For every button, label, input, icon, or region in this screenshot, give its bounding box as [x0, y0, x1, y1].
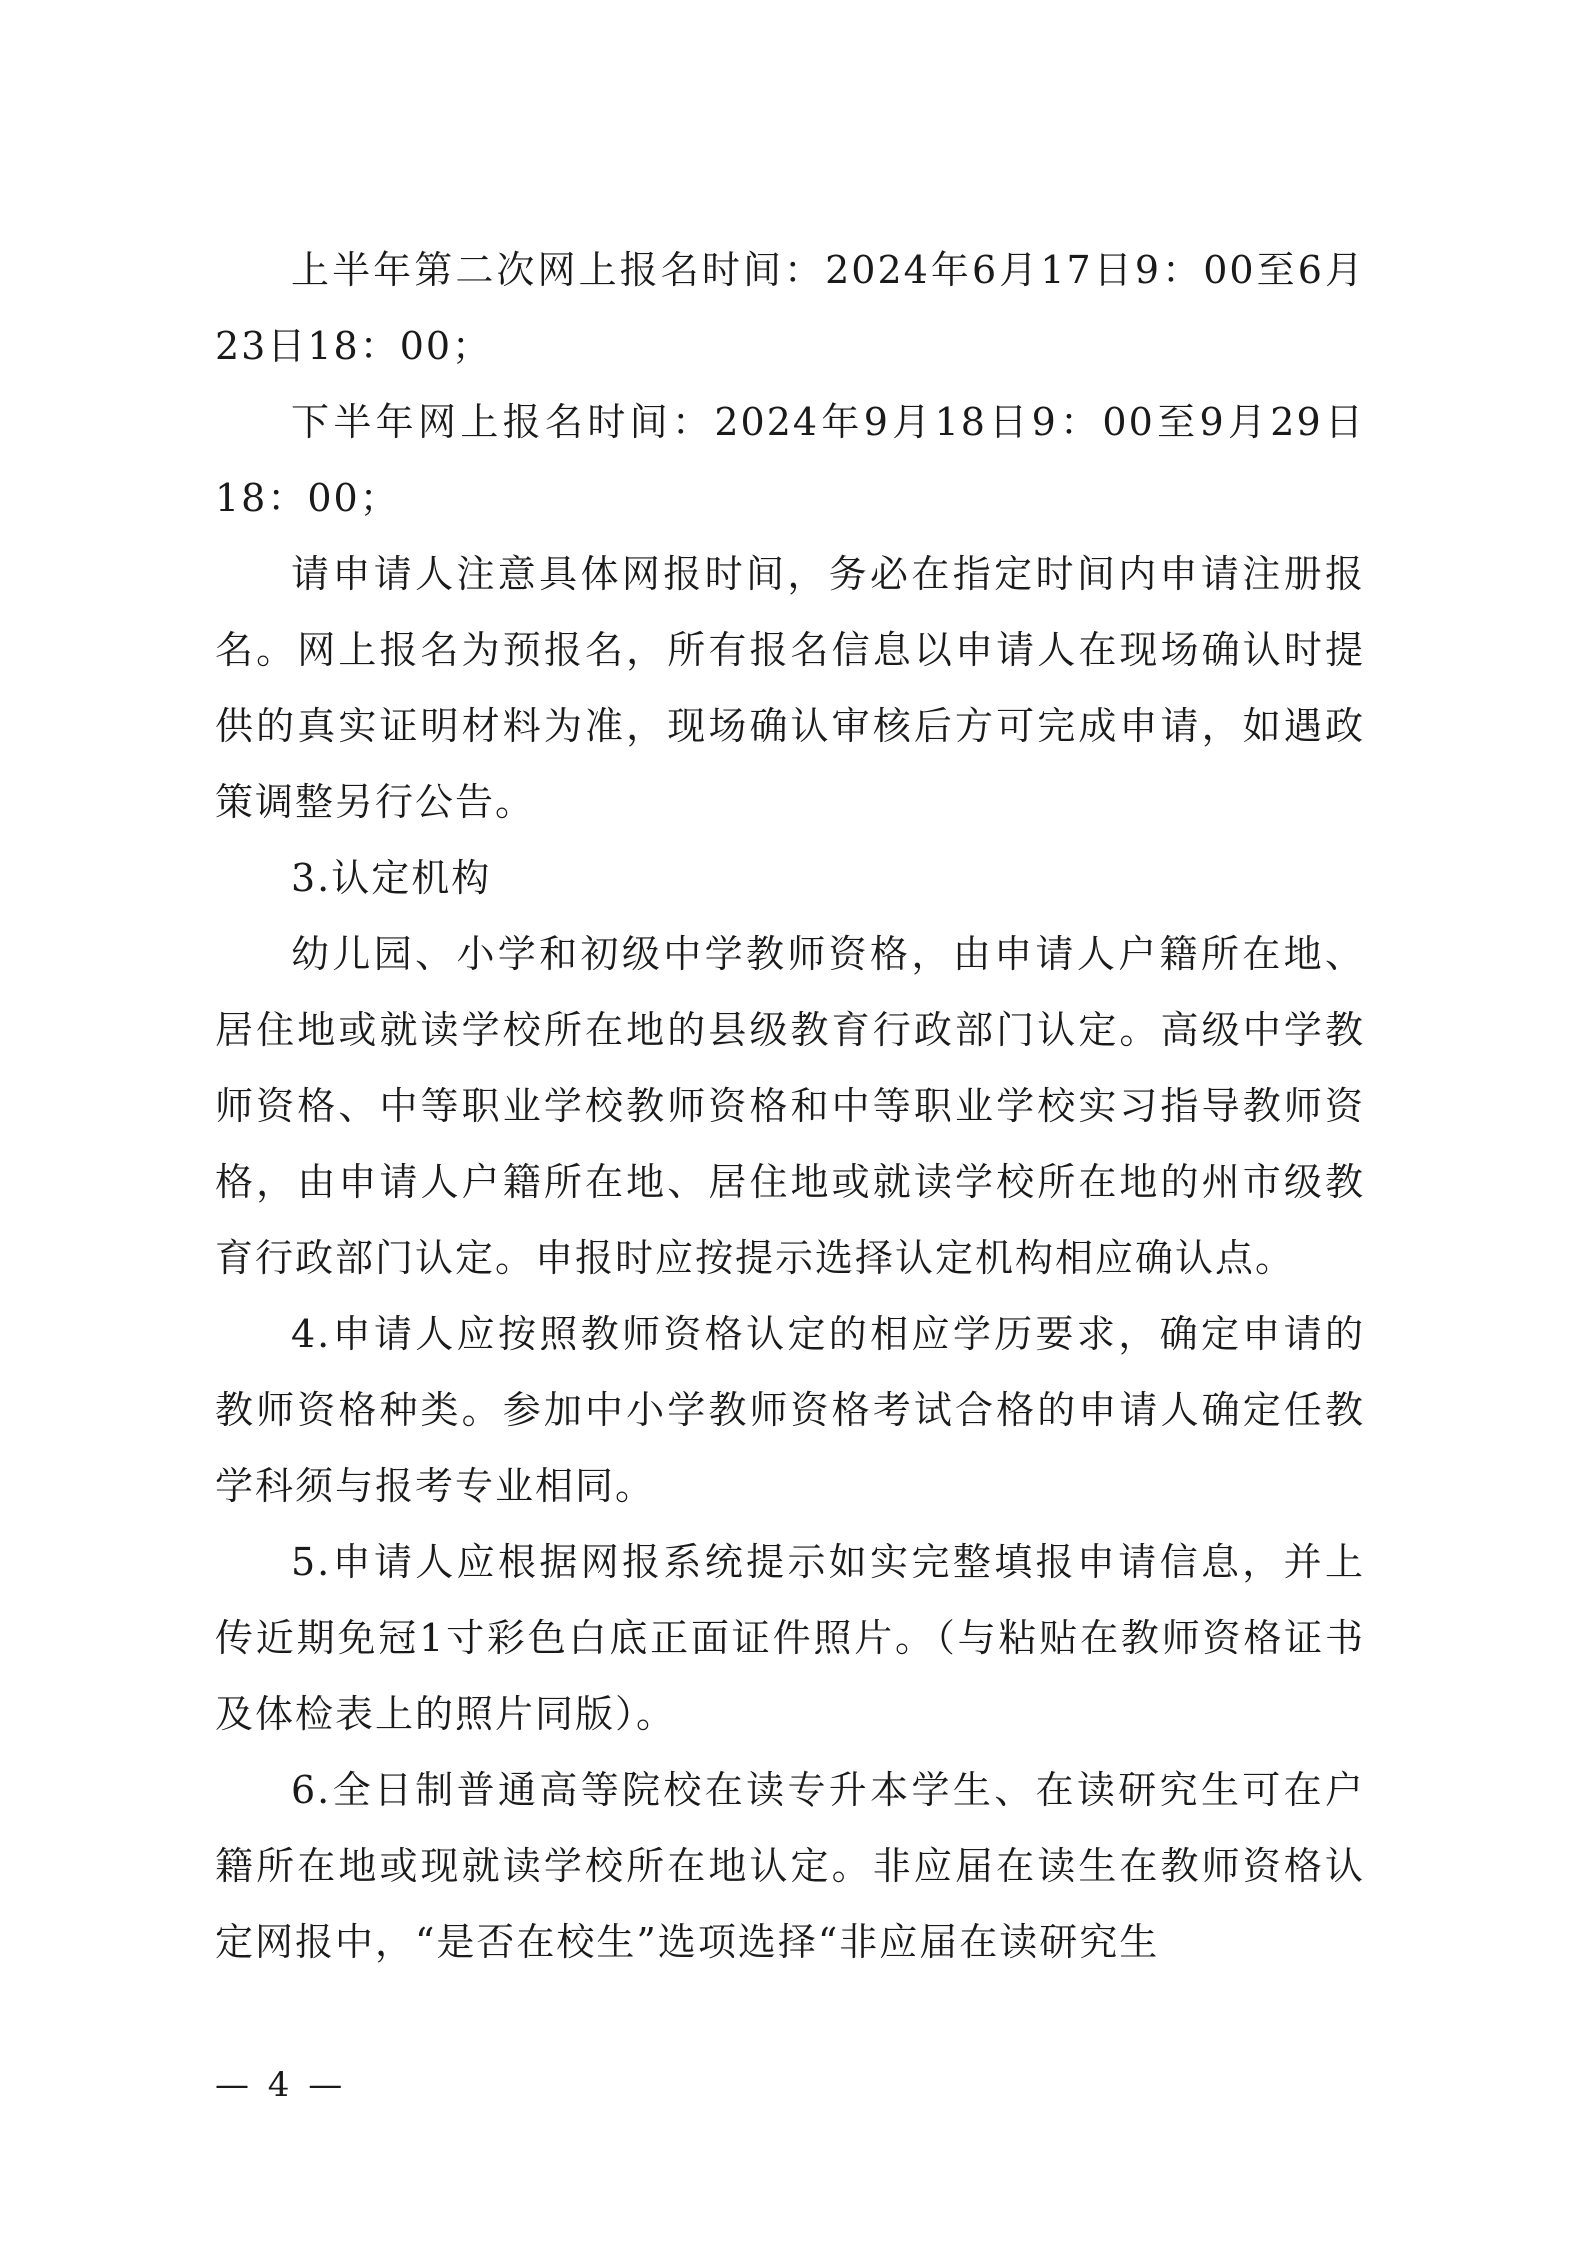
document-body: [215, 232, 1365, 1980]
page-number: — 4 —: [215, 2065, 347, 2105]
paragraph-item-6-enrolled-students: 6.全日制普通高等院校在读专升本学生、在读研究生可在户籍所在地或现就读学校所在地认定。非应届在读生在教师资格认定网报中，“是否在校生”选项选择“非应届在读研究生: [215, 1768, 1365, 1964]
paragraph-item-4-qualification-type: 4.申请人应按照教师资格认定的相应学历要求，确定申请的教师资格种类。参加中小学教师资格考试合格的申请人确定任教学科须与报考专业相同。: [215, 1312, 1365, 1508]
paragraph-first-half-registration-time: 上半年第二次网上报名时间：2024年6月17日9：00至6月23日18：00；: [215, 248, 1365, 368]
paragraph-registration-notice: 请申请人注意具体网报时间，务必在指定时间内申请注册报名。网上报名为预报名，所有报名信息以申请人在现场确认时提供的真实证明材料为准，现场确认审核后方可完成申请，如遇政策调整另行公告。: [215, 552, 1365, 824]
paragraph-second-half-registration-time: 下半年网上报名时间：2024年9月18日9：00至9月29日18：00；: [215, 400, 1365, 520]
paragraph-certification-authority: 幼儿园、小学和初级中学教师资格，由申请人户籍所在地、居住地或就读学校所在地的县级教育行政部门认定。高级中学教师资格、中等职业学校教师资格和中等职业学校实习指导教师资格，由申请人户籍所在地、居住地或就读学校所在地的州市级教育行政部门认定。申报时应按提示选择认定机构相应确认点。: [215, 932, 1365, 1280]
paragraph-item-5-photo-upload: 5.申请人应根据网报系统提示如实完整填报申请信息，并上传近期免冠1寸彩色白底正面证件照片。（与粘贴在教师资格证书及体检表上的照片同版）。: [215, 1540, 1365, 1736]
section-heading-certification-authority: 3.认定机构: [291, 856, 492, 900]
